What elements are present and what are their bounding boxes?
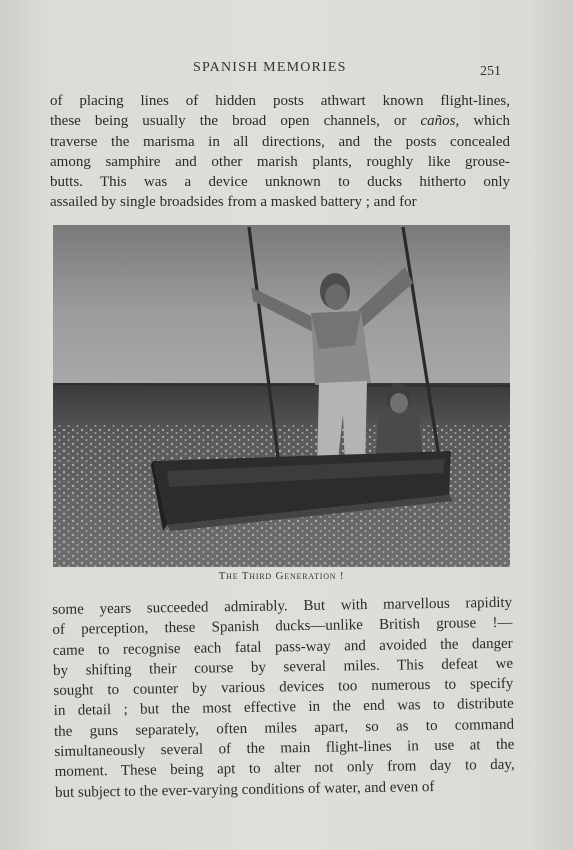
- italic-term: caños: [420, 113, 456, 130]
- text-line: some years succeeded admirably. But with marvellous rapidity: [52, 594, 513, 618]
- text-line: butts. This was a device unknown to ducks hitherto only: [50, 174, 510, 191]
- text-line: among samphire and other marish plants, roughly like grouse-: [50, 153, 510, 170]
- text-line: but subject to the ever-varying conditions of water, and even of: [54, 778, 435, 801]
- text-line: simultaneously several of the main flight-lines in use at the: [54, 736, 515, 761]
- text-line: of placing lines of hidden posts athwart known flight-lines,: [50, 93, 510, 109]
- text-line: in detail ; but the most effective in the end was to distribute: [53, 696, 514, 720]
- text-line: sought to counter by various devices too numerous to specify: [53, 675, 514, 700]
- text-line: traverse the marisma in all directions, and the posts concealed: [50, 133, 510, 150]
- figure-caption: The Third Generation !: [218, 570, 345, 582]
- text-fragment: , which: [455, 113, 510, 130]
- photograph-boys-in-boat: [53, 225, 510, 567]
- running-head: SPANISH MEMORIES: [193, 60, 347, 75]
- paragraph-top: [50, 91, 510, 213]
- text-line: by shifting their course by several miles. This defeat we: [52, 655, 514, 679]
- text-line: came to recognise each fatal pass-way and avoided the danger: [52, 635, 513, 659]
- text-fragment: these being usually the broad open channels, or: [50, 113, 421, 130]
- text-line: assailed by single broadsides from a masked battery ; and for: [50, 194, 417, 211]
- paragraph-bottom: [52, 593, 515, 803]
- text-line: of perception, these Spanish ducks—unlike British grouse !—: [52, 615, 513, 639]
- text-line: [50, 111, 510, 131]
- text-line: the guns separately, often miles apart, so as to command: [53, 716, 515, 740]
- page-number: 251: [480, 64, 501, 79]
- text-line: moment. These being apt to alter not only from day to day,: [54, 757, 515, 781]
